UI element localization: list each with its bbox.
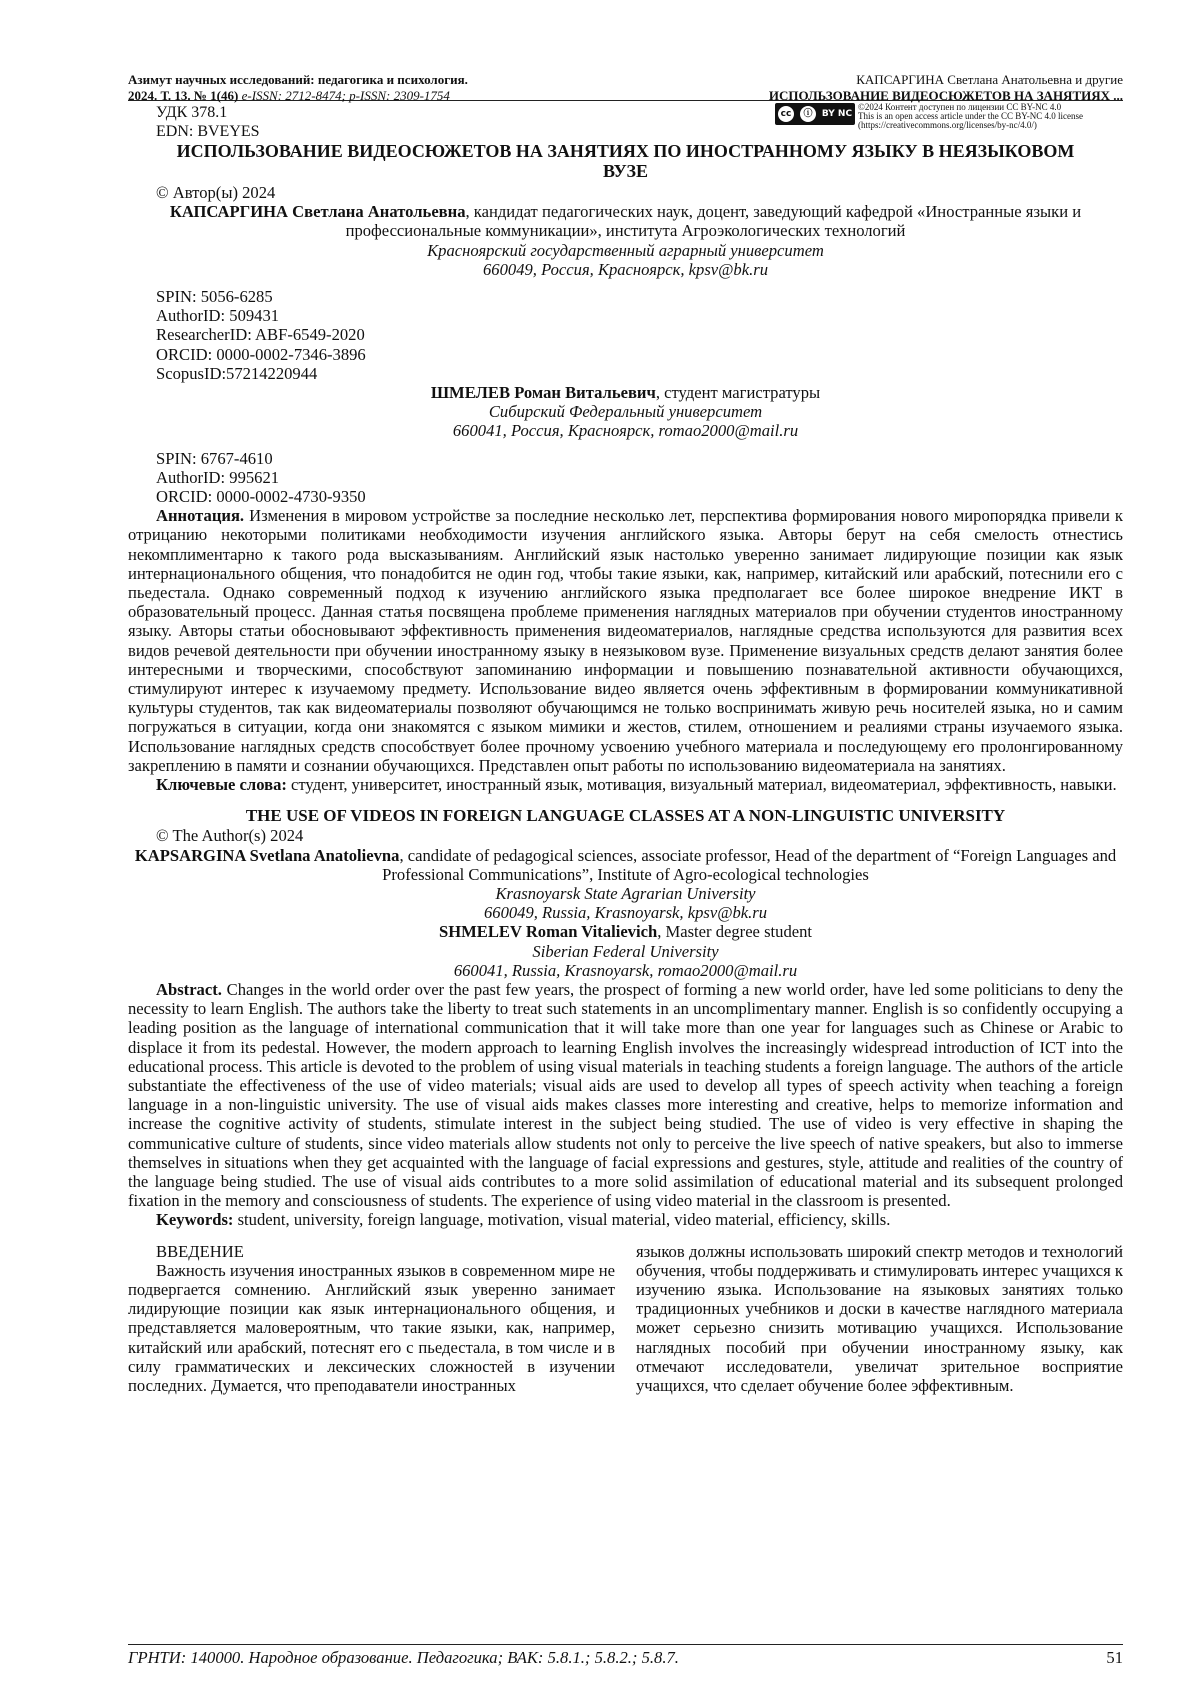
- author1-orcid: ORCID: 0000-0002-7346-3896: [156, 344, 366, 364]
- journal-issue: 2024. Т. 13. № 1(46): [128, 88, 239, 103]
- identifiers: [156, 103, 260, 141]
- abstract-label-en: Abstract.: [156, 979, 222, 999]
- author2-position-en: , Master degree student: [657, 922, 813, 942]
- author1-address-en: 660049, Russia, Krasnoyarsk, kpsv@bk.ru: [483, 903, 768, 923]
- body-column-right: [636, 1242, 1123, 1396]
- udk: УДК 378.1: [156, 104, 228, 121]
- copyright-en: © The Author(s) 2024: [156, 826, 304, 846]
- keywords-label-en: Keywords:: [156, 1210, 234, 1230]
- author2-spin: SPIN: 6767-4610: [156, 448, 273, 468]
- author1-scopusid: ScopusID:57214220944: [156, 363, 318, 383]
- author1-authorid: AuthorID: 509431: [156, 306, 280, 326]
- author1-org-en: Krasnoyarsk State Agrarian University: [495, 883, 756, 903]
- author1-ru: [128, 202, 1123, 240]
- keywords-text-en: student, university, foreign language, motivation, visual material, video material, efficiency, skills.: [233, 1210, 891, 1230]
- author2-name-en: SHMELEV Roman Vitalievich: [438, 922, 658, 942]
- author1-org-ru: Красноярский государственный аграрный университет: [427, 240, 824, 260]
- meta-row: [128, 103, 1123, 141]
- keywords-text-ru: студент, университет, иностранный язык, мотивация, визуальный материал, видеоматериал, эффективность, навыки.: [286, 775, 1117, 795]
- author2-ru: [128, 383, 1123, 402]
- keywords-ru: [128, 775, 1123, 794]
- body-columns: [128, 1242, 1123, 1396]
- author2-identifiers: [128, 449, 1123, 507]
- author1-identifiers: [128, 287, 1123, 383]
- author2-orcid: ORCID: 0000-0002-4730-9350: [156, 487, 366, 507]
- header-short-title: ИСПОЛЬЗОВАНИЕ ВИДЕОСЮЖЕТОВ НА ЗАНЯТИЯХ ...: [768, 88, 1123, 103]
- journal-name: Азимут научных исследований: педагогика и психология.: [128, 72, 468, 87]
- page-number: 51: [1106, 1648, 1123, 1667]
- abstract-en: [128, 980, 1123, 1210]
- article-info: [769, 72, 1123, 104]
- article-title-en: THE USE OF VIDEOS IN FOREIGN LANGUAGE CLASSES AT A NON-LINGUISTIC UNIVERSITY: [245, 806, 1006, 826]
- header-authors: КАПСАРГИНА Светлана Анатольевна и другие: [856, 72, 1123, 87]
- author2-position-ru: , студент магистратуры: [655, 383, 821, 403]
- body-column-left: [128, 1242, 615, 1396]
- author1-position-ru: , кандидат педагогических наук, доцент, заведующий кафедрой «Иностранные языки и профессиональные коммуникации», института Агроэкологических технологий: [345, 202, 1082, 241]
- author2-en: [128, 922, 1123, 941]
- author1-spin: SPIN: 5056-6285: [156, 287, 273, 307]
- author2-address-en: 660041, Russia, Krasnoyarsk, romao2000@mail.ru: [453, 960, 798, 980]
- abstract-text-en: Changes in the world order over the past few years, the prospect of forming a new world order, have led some politicians to deny the necessity to learn English. The authors take the liberty to treat such statements in an uncomplimentary manner. English is so confidently occupying a leading position as the language of international communication that it will take more than one year for languages such as Chinese or Arabic to displace it from its pedestal. However, the modern approach to learning English involves the increasingly widespread introduction of ICT into the educational process. This article is devoted to the problem of using visual materials in teaching students a foreign language. The authors of the article substantiate the effectiveness of the use of video materials; visual aids are used to develop all types of speech activity when teaching a foreign language in a non-linguistic university. The use of visual aids makes classes more interesting and creative, helps to memorize information and increase the cognitive activity of students, stimulate interest in the subject being studied. The use of video is very effective in shaping the communicative culture of students, since video materials allow students not only to perceive the live speech of native speakers, but also to immerse themselves in situations when they get acquainted with the language of facial expressions and gestures, style, attitude and realities of the country of the language being studied. The use of visual aids contributes to a more solid assimilation of educational material and its subsequent prolonged fixation in the memory and consciousness of students. The experience of using video material in the classroom is presented.: [128, 979, 1123, 1211]
- author2-address-ru: 660041, Россия, Красноярск, romao2000@mail.ru: [452, 421, 799, 441]
- license-en: This is an open access article under the CC BY-NC 4.0 license: [858, 111, 1083, 121]
- author1-name-en: KAPSARGINA Svetlana Anatolievna: [134, 845, 400, 865]
- journal-issn: e-ISSN: 2712-8474; p-ISSN: 2309-1754: [241, 88, 450, 103]
- copyright-ru: © Автор(ы) 2024: [156, 183, 276, 202]
- edn: EDN: BVEYES: [156, 123, 260, 140]
- page: [128, 66, 1123, 1696]
- body-paragraph-2: языков должны использовать широкий спектр методов и технологий обучения, чтобы поддерживать и стимулировать интерес учащихся к изучению языка. Использование на языковых занятиях только традиционных учебников и доски в качестве наглядного материала может серьезно снизить мотивацию учащихся. Использование наглядных пособий при обучении иностранному языку, как отмечают исследователи, увеличат зрительное восприятие учащихся, что сделает обучение более эффективным.: [636, 1241, 1123, 1395]
- keywords-en: [128, 1210, 1123, 1229]
- cc-badge-text: BY NC: [821, 109, 853, 119]
- license-url[interactable]: (https://creativecommons.org/licenses/by-nc/4.0/): [858, 120, 1037, 130]
- cc-license-icon: cc ⓘ BY NC: [775, 103, 855, 125]
- keywords-label-ru: Ключевые слова:: [156, 775, 287, 795]
- author1-position-en: , candidate of pedagogical sciences, associate professor, Head of the department of “Foreign Languages and Professional Communications”, Institute of Agro-ecological technologies: [382, 845, 1117, 884]
- author2-authorid: AuthorID: 995621: [156, 467, 280, 487]
- section-title: ВВЕДЕНИЕ: [156, 1241, 244, 1261]
- abstract-ru: [128, 506, 1123, 775]
- author2-org-ru: Сибирский Федеральный университет: [488, 402, 763, 422]
- author1-name-ru: КАПСАРГИНА Светлана Анатольевна: [169, 202, 466, 222]
- journal-info: [128, 72, 468, 104]
- license-ru: ©2024 Контент доступен по лицензии CC BY-NC 4.0: [858, 102, 1062, 112]
- classification-codes: ГРНТИ: 140000. Народное образование. Педагогика; ВАК: 5.8.1.; 5.8.2.; 5.8.7.: [128, 1648, 679, 1667]
- abstract-text-ru: Изменения в мировом устройстве за последние несколько лет, перспектива формирования нового миропорядка привели к отрицанию некоторыми политиками необходимости изучения английского языка. Авторы берут на себя смелость отнестись некомплиментарно к такого рода высказываниям. Английский язык настолько уверенно занимает лидирующие позиции как язык интернационального общения, что понадобится не один год, чтобы такие языки, как, например, китайский или арабский, потеснили его с пьедестала. Однако современный подход к изучению английского языка предполагает все более широкое внедрение ИКТ в образовательный процесс. Данная статья посвящена проблеме применения наглядных материалов при обучении студентов иностранному языку. Авторы статьи обосновывают эффективность применения видеоматериалов, наглядные средства используются для развития всех видов речевой деятельности при обучении иностранному языку в неязыковом вузе. Применение визуальных средств делают занятия более интересными и творческими, способствуют запоминанию информации и повышению познавательной активности обучающихся, стимулируют интерес к изучаемому предмету. Использование видео является очень эффективным в формировании коммуникативной культуры студентов, так как видеоматериалы позволяют обучающимся не только воспринимать живую речь носителей языка, но и самим погружаться в ситуации, когда они знакомятся с языком мимики и жестов, стилем, отношением и реалиями страны изучаемого языка. Использование наглядных средств способствует более прочному усвоению учебного материала и последующему его пролонгированному закреплению в памяти и сознании обучающихся. Представлен опыт работы по использованию видеоматериала на занятиях.: [128, 506, 1123, 775]
- abstract-label-ru: Аннотация.: [156, 506, 245, 526]
- author1-address-ru: 660049, Россия, Красноярск, kpsv@bk.ru: [483, 259, 768, 279]
- author2-name-ru: ШМЕЛЕВ Роман Витальевич: [430, 383, 656, 403]
- license-block: [775, 103, 1083, 130]
- running-header: [128, 66, 1123, 101]
- author1-en: [128, 846, 1123, 884]
- page-footer: [128, 1644, 1123, 1676]
- author1-researcherid: ResearcherID: ABF-6549-2020: [156, 325, 365, 345]
- author2-org-en: Siberian Federal University: [532, 941, 719, 961]
- article-title-ru: ИСПОЛЬЗОВАНИЕ ВИДЕОСЮЖЕТОВ НА ЗАНЯТИЯХ ПО ИНОСТРАННОМУ ЯЗЫКУ В НЕЯЗЫКОВОМ ВУЗЕ: [176, 141, 1075, 181]
- body-paragraph-1: Важность изучения иностранных языков в современном мире не подвергается сомнению. Английский язык уверенно занимает лидирующие позиции как язык интернационального общения, и представляется маловероятным, что такие языки, как, например, китайский или арабский, потеснят его с пьедестала, в том числе и в силу грамматических и лексических сложностей в изучении последних. Думается, что преподаватели иностранных: [128, 1260, 615, 1395]
